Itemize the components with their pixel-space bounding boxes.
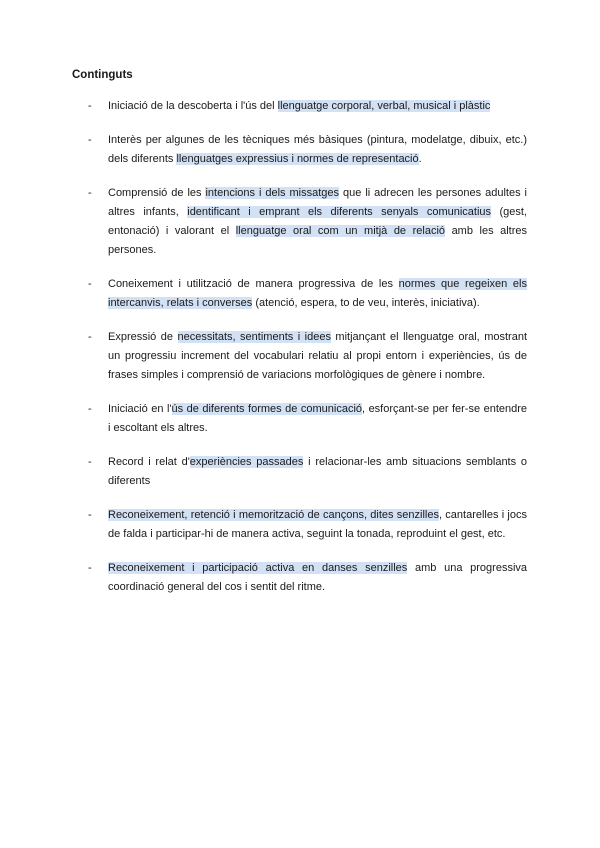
list-item-text [108, 506, 527, 544]
list-item [0, 559, 600, 597]
list-bullet-dash: - [88, 331, 92, 343]
content-list [0, 97, 600, 612]
list-item [0, 184, 600, 260]
section-heading: Continguts [72, 69, 133, 81]
highlighted-text: normes que regeixen els intercanvis, relats i converses [108, 278, 527, 309]
list-item-text [108, 328, 527, 385]
list-item-text [108, 400, 527, 438]
list-item [0, 453, 600, 491]
list-bullet-dash: - [88, 456, 92, 468]
list-bullet-dash: - [88, 134, 92, 146]
text-segment: Expressió de [108, 331, 178, 343]
text-segment: (gest, entonació) i valorant el [108, 206, 527, 237]
list-bullet-dash: - [88, 562, 92, 574]
list-bullet-dash: - [88, 403, 92, 415]
list-bullet-dash: - [88, 509, 92, 521]
highlighted-text: llenguatge corporal, verbal, musical i plàstic [277, 100, 491, 112]
list-item [0, 506, 600, 544]
list-item [0, 275, 600, 313]
list-item-text [108, 559, 527, 597]
highlighted-text: Reconeixement, retenció i memorització de cançons, dites senzilles [108, 509, 439, 521]
highlighted-text: necessitats, sentiments i idees [177, 331, 331, 343]
list-item [0, 131, 600, 169]
list-item [0, 328, 600, 385]
text-segment: amb les altres persones. [108, 225, 528, 256]
text-segment: Record i relat d' [108, 456, 190, 468]
highlighted-text: ús de diferents formes de comunicació [171, 403, 363, 415]
highlighted-text: llenguatge oral com un mitjà de relació [235, 225, 446, 237]
text-segment: Iniciació en l' [108, 403, 172, 415]
text-segment: (atenció, espera, to de veu, interès, iniciativa). [252, 297, 480, 309]
list-item [0, 97, 600, 116]
text-segment: que li adrecen les persones adultes i altres infants, [108, 187, 527, 218]
highlighted-text: experiències passades [189, 456, 304, 468]
list-bullet-dash: - [88, 187, 92, 199]
highlighted-text: Reconeixement i participació activa en danses senzilles [108, 562, 408, 574]
highlighted-text: intencions i dels missatges [205, 187, 340, 199]
list-item [0, 400, 600, 438]
list-item-text [108, 131, 527, 169]
text-segment: Comprensió de les [108, 187, 206, 199]
list-item-text [108, 97, 527, 116]
text-segment: amb una progressiva coordinació general del cos i sentit del ritme. [108, 562, 528, 593]
list-item-text [108, 453, 527, 491]
text-segment: Iniciació de la descoberta i l'ús del [108, 100, 278, 112]
text-segment: i relacionar-les amb situacions semblants o diferents [108, 456, 527, 487]
text-segment: , cantarelles i jocs de falda i participar-hi de manera activa, seguint la tonada, reproduint el gest, etc. [108, 509, 527, 540]
text-segment: Interès per algunes de les tècniques més bàsiques (pintura, modelatge, dibuix, etc.) dels diferents [108, 134, 527, 165]
text-segment: , esforçant-se per fer-se entendre i escoltant els altres. [108, 403, 528, 434]
highlighted-text: identificant i emprant els diferents senyals comunicatius [187, 206, 492, 218]
text-segment: . [418, 153, 422, 165]
list-bullet-dash: - [88, 100, 92, 112]
list-bullet-dash: - [88, 278, 92, 290]
highlighted-text: llenguatges expressius i normes de representació [176, 153, 419, 165]
list-item-text [108, 275, 527, 313]
list-item-text [108, 184, 527, 260]
text-segment: mitjançant el llenguatge oral, mostrant un progressiu increment del vocabulari relatiu al propi entorn i experiències, ús de frases simples i comprensió de variacions morfològiques de gènere i nombre. [108, 331, 527, 381]
text-segment: Coneixement i utilització de manera progressiva de les [108, 278, 399, 290]
